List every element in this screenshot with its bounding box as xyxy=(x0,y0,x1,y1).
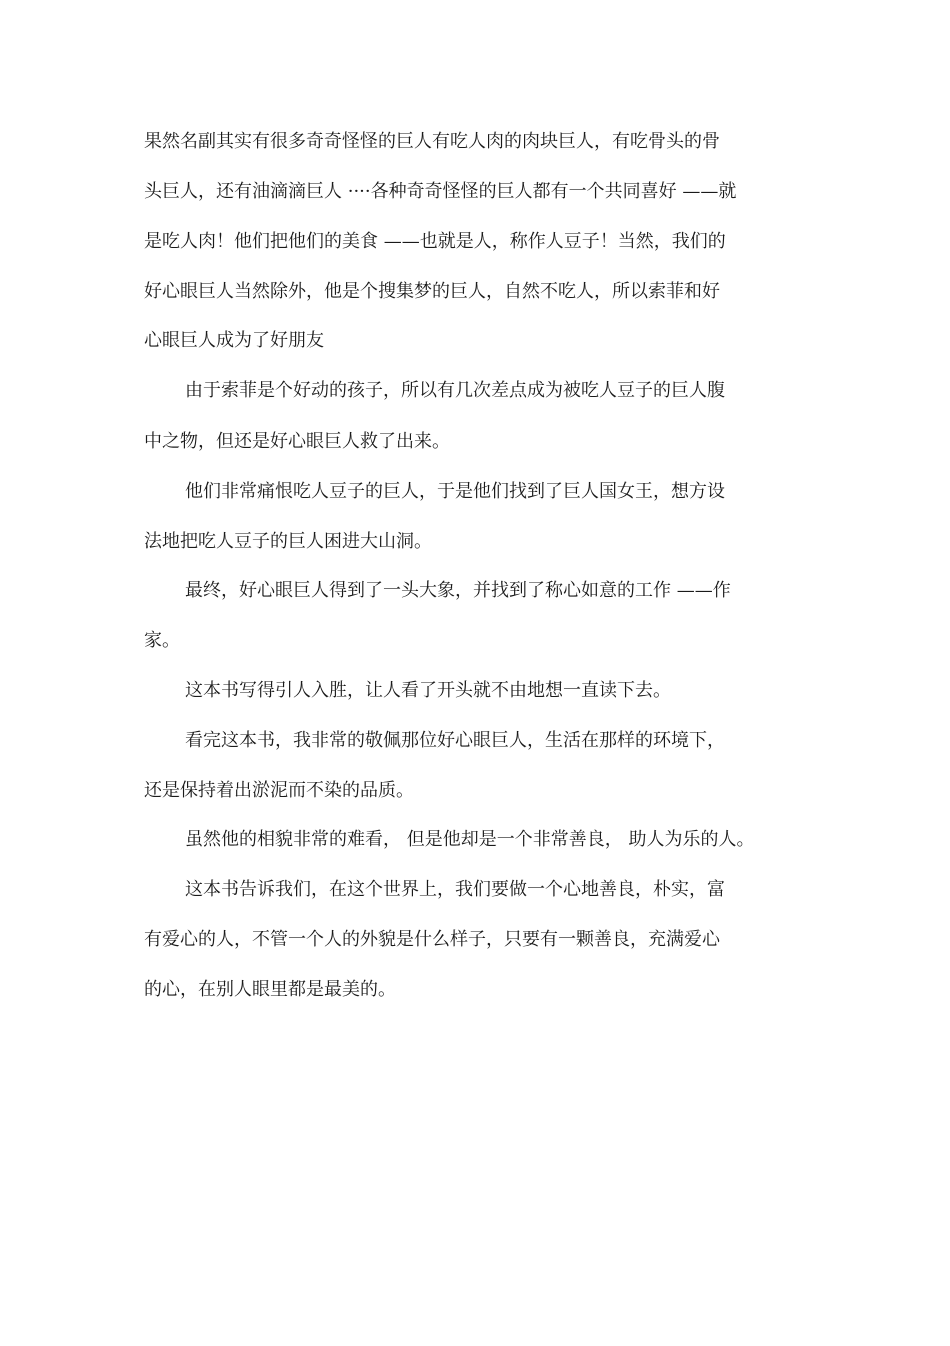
paragraph-start-line: 他们非常痛恨吃人豆子的巨人，于是他们找到了巨人国女王，想方设 xyxy=(185,481,725,502)
text-line: 是吃人肉！他们把他们的美食 ——也就是人，称作人豆子！当然，我们的 xyxy=(144,231,726,252)
paragraph-start-line: 这本书写得引人入胜，让人看了开头就不由地想一直读下去。 xyxy=(185,680,671,701)
text-line: 中之物，但还是好心眼巨人救了出来。 xyxy=(144,431,450,452)
text-line: 的心，在别人眼里都是最美的。 xyxy=(144,979,396,1000)
text-line: 果然名副其实有很多奇奇怪怪的巨人有吃人肉的肉块巨人，有吃骨头的骨 xyxy=(144,131,720,152)
paragraph-start-line: 这本书告诉我们，在这个世界上，我们要做一个心地善良，朴实，富 xyxy=(185,879,725,900)
paragraph-start-line: 看完这本书，我非常的敬佩那位好心眼巨人，生活在那样的环境下， xyxy=(185,730,725,751)
paragraph-start-line: 最终，好心眼巨人得到了一头大象，并找到了称心如意的工作 ——作 xyxy=(185,580,731,601)
text-line: 有爱心的人，不管一个人的外貌是什么样子，只要有一颗善良，充满爱心 xyxy=(144,929,720,950)
text-line: 心眼巨人成为了好朋友 xyxy=(144,330,324,351)
text-line: 头巨人，还有油滴滴巨人 ····各种奇奇怪怪的巨人都有一个共同喜好 ——就 xyxy=(144,181,737,202)
text-line: 家。 xyxy=(144,630,180,651)
paragraph-start-line: 虽然他的相貌非常的难看， 但是他却是一个非常善良， 助人为乐的人。 xyxy=(185,829,755,850)
text-line: 好心眼巨人当然除外，他是个搜集梦的巨人，自然不吃人，所以索菲和好 xyxy=(144,281,720,302)
paragraph-start-line: 由于索菲是个好动的孩子，所以有几次差点成为被吃人豆子的巨人腹 xyxy=(185,380,725,401)
text-line: 还是保持着出淤泥而不染的品质。 xyxy=(144,780,414,801)
text-line: 法地把吃人豆子的巨人困进大山洞。 xyxy=(144,531,432,552)
